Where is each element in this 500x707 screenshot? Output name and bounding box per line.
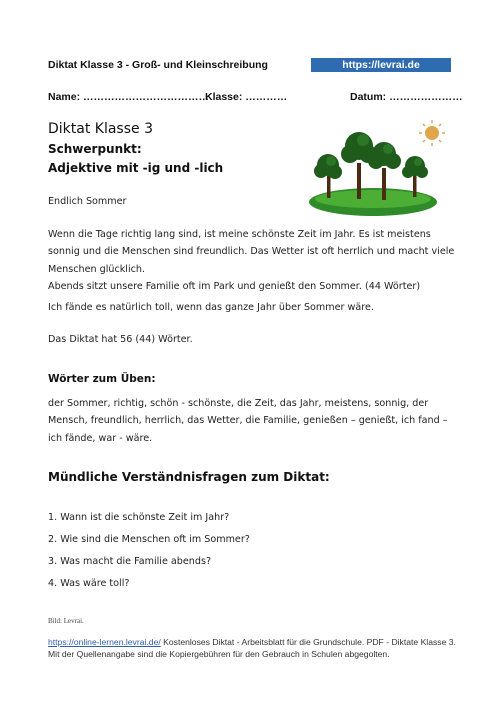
paragraph-3: Ich fände es natürlich toll, wenn das ganze Jahr über Sommer wäre. [48,302,374,313]
question-item: 2. Wie sind die Menschen oft im Sommer? [48,534,250,545]
paragraph-2: Abends sitzt unsere Familie oft im Park und genießt den Sommer. (44 Wörter) [48,281,421,292]
practice-words: der Sommer, richtig, schön - schönste, die Zeit, das Jahr, meistens, sonnig, der Mensch, freundlich, herrlich, das Wetter, die Familie, genießen – genießt, ich fand – ich fände, war - wäre. [48,398,448,444]
footer-link[interactable]: https://online-lernen.levrai.de/ [48,637,161,647]
header-title: Diktat Klasse 3 - Groß- und Kleinschreibung [48,59,268,71]
sun-icon [419,120,445,146]
word-count: Das Diktat hat 56 (44) Wörter. [48,334,193,345]
story-title: Endlich Sommer [48,196,127,207]
questions-heading: Mündliche Verständnisfragen zum Diktat: [48,470,330,484]
date-field: Datum: ………………… [350,91,463,103]
focus-label: Schwerpunkt: [48,142,142,156]
question-item: 4. Was wäre toll? [48,578,130,589]
focus-topic: Adjektive mit -ig und -lich [48,161,224,175]
question-item: 1. Wann ist die schönste Zeit im Jahr? [48,512,230,523]
name-field: Name: ……………………………… [48,91,210,103]
url-badge[interactable]: https://levrai.de [311,58,451,72]
image-credit: Bild: Levrai. [48,617,84,625]
footer-text: Kostenloses Diktat - Arbeitsblatt für die Grundschule. PDF - Diktate Klasse 3. Mit der Quellenangabe sind die Kopiergebühren für den Gebrauch in Schulen abgegolten. [48,637,456,659]
question-item: 3. Was macht die Familie abends? [48,556,212,567]
class-field: Klasse: ………… [205,91,288,103]
page-title: Diktat Klasse 3 [48,121,153,137]
footer-note [48,637,458,660]
paragraph-1: Wenn die Tage richtig lang sind, ist meine schönste Zeit im Jahr. Es ist meistens sonnig und die Menschen sind freundlich. Das Wetter ist oft herrlich und macht viele Menschen glücklich. [48,229,455,275]
practice-heading: Wörter zum Üben: [48,373,156,385]
